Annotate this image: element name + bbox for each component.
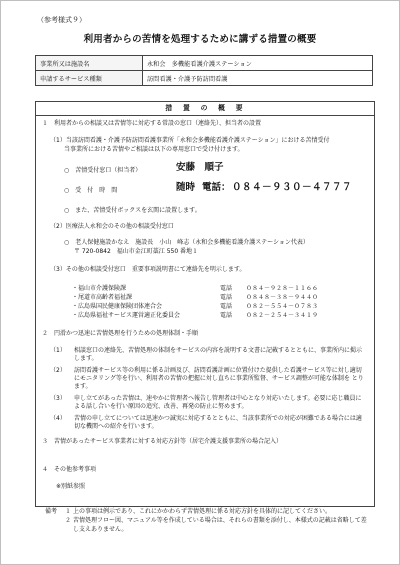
contact-name: ・広島県福祉サービス運営適正化委員会 — [72, 312, 181, 319]
remark-text: 苦情処理フロー図、マニュアル等を作成している場合は、それらの書類を添付し、本様式の記載は省略して差し支えありません。 — [73, 517, 367, 533]
hours-value: 随時 — [176, 182, 196, 193]
contact-name: ・福山市介護保険課 — [72, 285, 127, 292]
contact-name: ・尾道市高齢者福祉課 — [72, 294, 133, 301]
facility-info-table — [35, 55, 373, 86]
contact-phone-label: 電話 — [220, 285, 233, 292]
measures-box — [35, 101, 375, 507]
contact-phone-label: 電話 — [220, 294, 233, 301]
contact-number: ０８４－９２８－１１６６ — [246, 285, 319, 292]
service-value: 訪問看護・介護予防訪問看護 — [143, 71, 373, 86]
measures-header: 措 置 の 概 要 — [36, 102, 374, 116]
info-row-service — [36, 71, 373, 86]
complaint-box-note: ○ また、苦情受付ボックスを玄関に設置します。 — [64, 207, 201, 214]
contact-row — [72, 301, 318, 310]
s2-item-id: （1） — [50, 347, 66, 354]
remark-id: ２ — [65, 517, 72, 524]
s2-item-text: 申し立てがあった苦情は、速やかに管理者へ報告し管理者は中心となり対応いたします。必要に応じ職員による話し合いを行い原因の追究、改善、再発の防止に努めます。 — [74, 395, 362, 411]
s2-item-id: （4） — [50, 415, 66, 422]
s2-item-text: 苦情の申し立てについては迅速かつ誠実に対応するとともに、当該事業所での対応が困難である場合には適切な機関への紹介を行います。 — [74, 415, 362, 431]
s4-note: ※別紙参照 — [56, 483, 86, 490]
remark-text: 上の事項は例示であり、これにかかわらず苦情処理に係る対応方針を具体的に記してください。 — [73, 508, 332, 515]
contact-number: ０８２－５５４－０７８３ — [246, 303, 319, 310]
s1-p2: （2）医療法人永和会のその他の相談受付窓口 — [50, 223, 174, 230]
recv-person-name: 安藤 順子 — [176, 162, 224, 173]
hours-label: ○ 受 付 時 間 — [64, 187, 118, 194]
s2-item-text: 相談窓口の連絡先、苦情処理の体制をサービスの内容を説明する文書に記載するとともに、事業所内に掲示します。 — [74, 347, 363, 363]
s1-heading: １ 利用者からの相談又は苦情等に対応する常設の窓口（連絡先）、担当者の設置 — [42, 120, 262, 127]
info-row-facility — [36, 56, 373, 71]
facility-value: 永和会 多機能看護介護ステーション — [143, 56, 373, 71]
phone-label: 電話： — [202, 182, 231, 193]
facility-label: 事業所又は施設名 — [36, 56, 143, 71]
service-label: 申請するサービス種類 — [36, 71, 143, 86]
s2-item-id: （3） — [50, 395, 66, 402]
contact-number: ０８４８－３８－９４４０ — [246, 294, 319, 301]
s1-p1-line1: （1）当該訪問看護・介護予防訪問看護事業所「永和会多機能看護介護ステーション」における苦情受付 — [50, 137, 330, 144]
s1-p2-item: ○ 老人保健施設かなえ 施設長 小山 峰志（永和会多機能看護介護ステーション代表） — [64, 239, 309, 246]
phone-number: ０８４－９３０－４７７７ — [232, 182, 353, 193]
remarks-label: 備考 — [45, 508, 58, 515]
contact-number: ０８２－２５４－３４１９ — [246, 312, 319, 319]
s1-p1-line2: 当事業所における苦情やご相談は以下の専用窓口で受け付けます。 — [64, 146, 244, 153]
document-title: 利用者からの苦情を処理するために講ずる措置の概要 — [83, 34, 317, 45]
s4-heading: ４ その他参考事項 — [42, 466, 97, 473]
contact-phone-label: 電話 — [220, 312, 233, 319]
s2-item-id: （2） — [50, 367, 66, 374]
s1-p2-address: 〒 720-0842 福山市金江町藁江 550 番地１ — [74, 248, 199, 255]
recv-window-label: ○ 苦情受付窓口（担当者） — [64, 167, 142, 174]
s2-heading: ２ 円滑かつ迅速に苦情処理を行うための処理体制・手順 — [42, 330, 199, 337]
s1-p3: （3）その他の相談受付窓口 重要事項説明書にて連絡先を明示します。 — [50, 266, 246, 273]
form-reference: （参考様式９） — [37, 16, 86, 24]
contact-row — [72, 283, 318, 292]
s3-heading: ３ 苦情があったサービス事業者に対する対応方針等（居宅介護支援事業所の場合記入） — [42, 438, 282, 445]
remark-id: １ — [65, 508, 72, 515]
contact-phone-label: 電話 — [220, 303, 233, 310]
contact-name: ・広島県国民健康保険団体連合会 — [72, 303, 163, 310]
contact-row — [72, 310, 318, 319]
contact-row — [72, 292, 318, 301]
s2-item-text: 訪問看護サービス等の利用に係る計画及び、訪問看護計画に位置付けた提供した看護サービス等に対し適切にモニタリング等を行い、利用者の苦情の把握に対し直ちに事業所監督、サービス調整が可能な体制を とります。 — [74, 367, 364, 391]
